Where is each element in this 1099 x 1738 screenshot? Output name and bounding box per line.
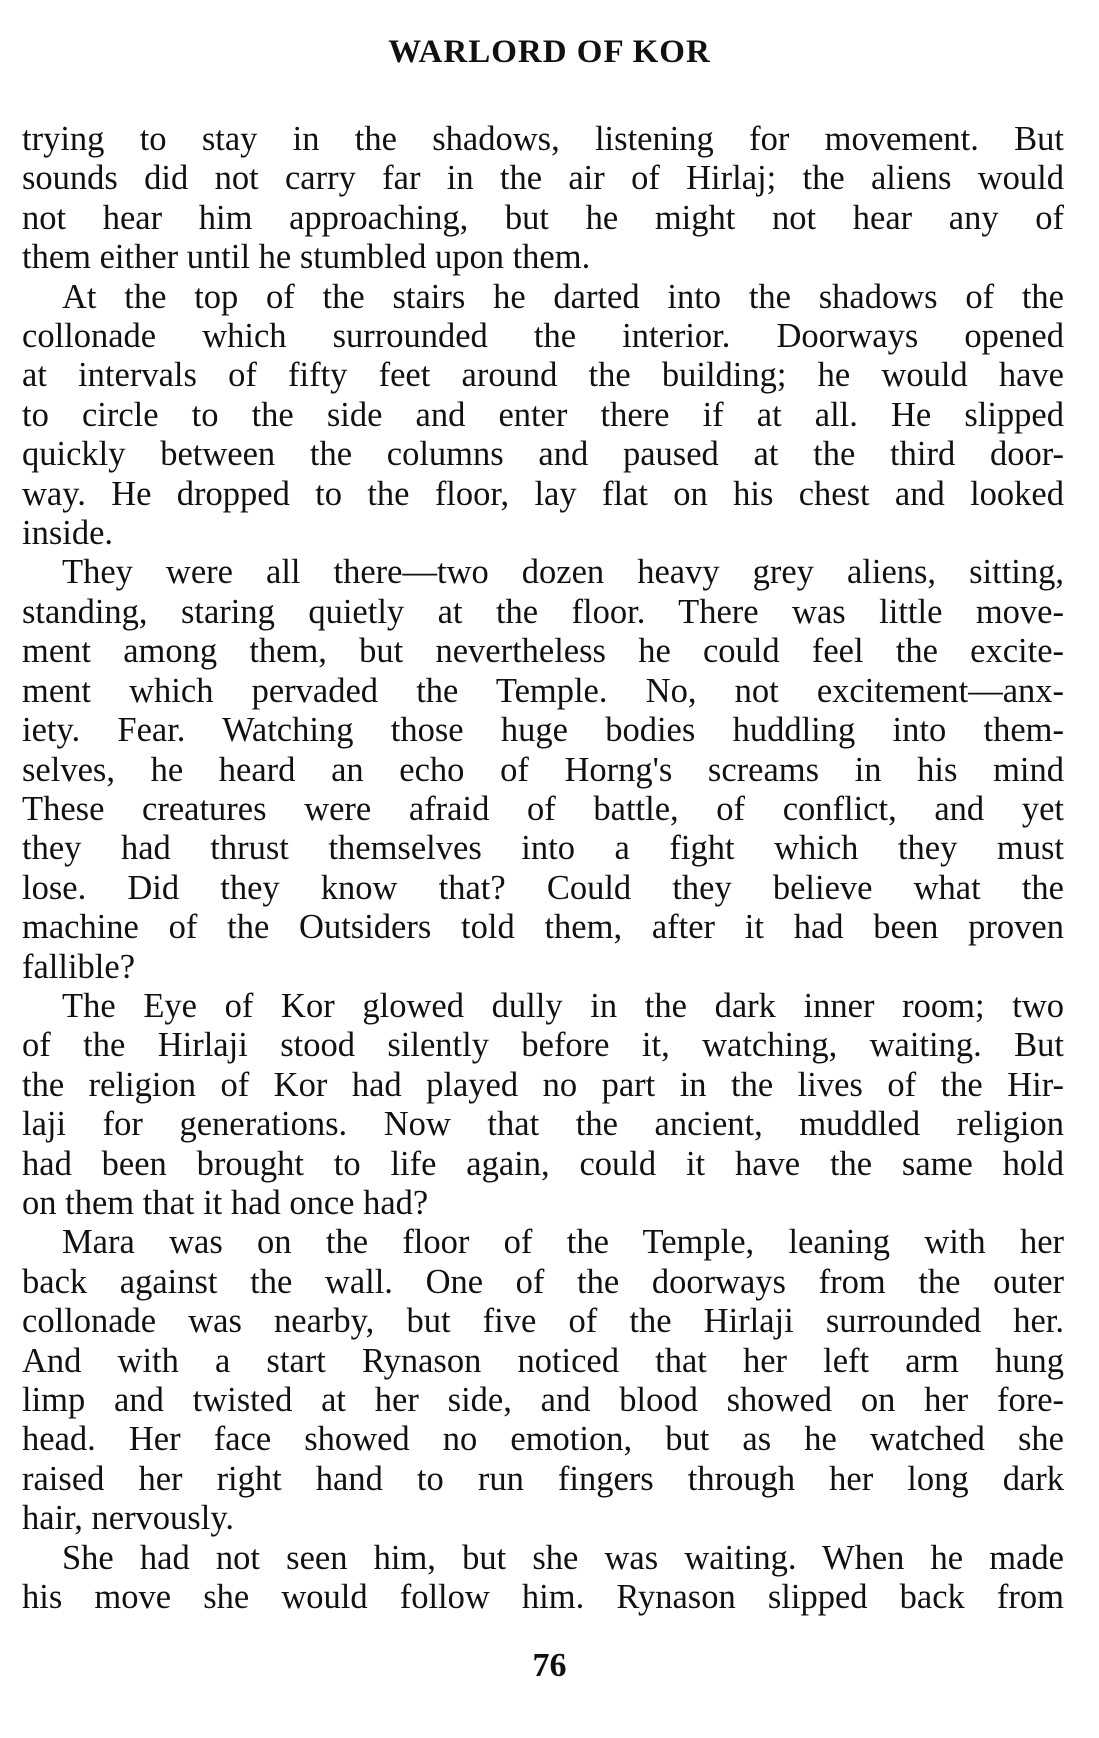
paragraph (22, 120, 1064, 278)
text-line: lose. Did they know that? Could they believe what the (22, 868, 1064, 907)
text-line: ment which pervaded the Temple. No, not excitement—anx- (22, 671, 1064, 710)
text-line: The Eye of Kor glowed dully in the dark inner room; two (62, 986, 1064, 1025)
text-line: Mara was on the floor of the Temple, leaning with her (62, 1223, 1064, 1262)
text-line: collonade which surrounded the interior. Doorways opened (22, 317, 1064, 356)
text-line: machine of the Outsiders told them, after it had been proven (22, 908, 1064, 947)
text-line: way. He dropped to the floor, lay flat on his chest and looked (22, 474, 1064, 513)
paragraph (22, 1223, 1064, 1538)
text-line: standing, staring quietly at the floor. There was little move- (22, 592, 1064, 631)
paragraph (22, 1539, 1064, 1618)
text-line: At the top of the stairs he darted into the shadows of the (62, 277, 1064, 316)
text-line: They were all there—two dozen heavy grey aliens, sitting, (62, 553, 1064, 592)
running-head: WARLORD OF KOR (388, 34, 711, 70)
text-line: limp and twisted at her side, and blood showed on her fore- (22, 1381, 1064, 1419)
text-line: not hear him approaching, but he might not hear any of (22, 198, 1064, 237)
text-line: back against the wall. One of the doorways from the outer (22, 1262, 1064, 1301)
text-line: to circle to the side and enter there if at all. He slipped (22, 395, 1064, 434)
text-line: head. Her face showed no emotion, but as he watched she (22, 1420, 1064, 1459)
text-line: quickly between the columns and paused at the third door- (22, 435, 1064, 474)
text-line: the religion of Kor had played no part in the lives of the Hir- (22, 1065, 1064, 1104)
text-line: She had not seen him, but she was waiting. When he made (62, 1538, 1064, 1577)
text-line: they had thrust themselves into a fight which they must (22, 829, 1064, 868)
text-line: of the Hirlaji stood silently before it, watching, waiting. But (22, 1026, 1064, 1065)
text-line: trying to stay in the shadows, listening for movement. But (22, 120, 1064, 158)
text-line: inside. (22, 514, 114, 553)
body-text (22, 120, 1064, 1617)
paragraph (22, 987, 1064, 1223)
text-line: his move she would follow him. Rynason slipped back from (22, 1578, 1064, 1617)
paragraph (22, 278, 1064, 554)
text-line: laji for generations. Now that the ancient, muddled religion (22, 1105, 1064, 1144)
text-line: selves, he heard an echo of Horng's screams in his mind (22, 750, 1064, 789)
text-line: raised her right hand to run fingers through her long dark (22, 1459, 1064, 1498)
text-line: on them that it had once had? (22, 1183, 429, 1222)
text-line: hair, nervously. (22, 1499, 234, 1538)
text-line: fallible? (22, 947, 136, 986)
text-line: ment among them, but nevertheless he could feel the excite- (22, 632, 1064, 671)
page-number: 76 (532, 1647, 567, 1684)
text-line: sounds did not carry far in the air of Hirlaj; the aliens would (22, 159, 1064, 198)
text-line: collonade was nearby, but five of the Hirlaji surrounded her. (22, 1302, 1064, 1341)
paragraph (22, 553, 1064, 986)
text-line: them either until he stumbled upon them. (22, 238, 591, 277)
text-line: had been brought to life again, could it have the same hold (22, 1144, 1064, 1183)
text-line: These creatures were afraid of battle, of conflict, and yet (22, 789, 1064, 828)
text-line: iety. Fear. Watching those huge bodies huddling into them- (22, 711, 1064, 750)
text-line: at intervals of fifty feet around the building; he would have (22, 356, 1064, 395)
text-line: And with a start Rynason noticed that her left arm hung (22, 1341, 1064, 1380)
